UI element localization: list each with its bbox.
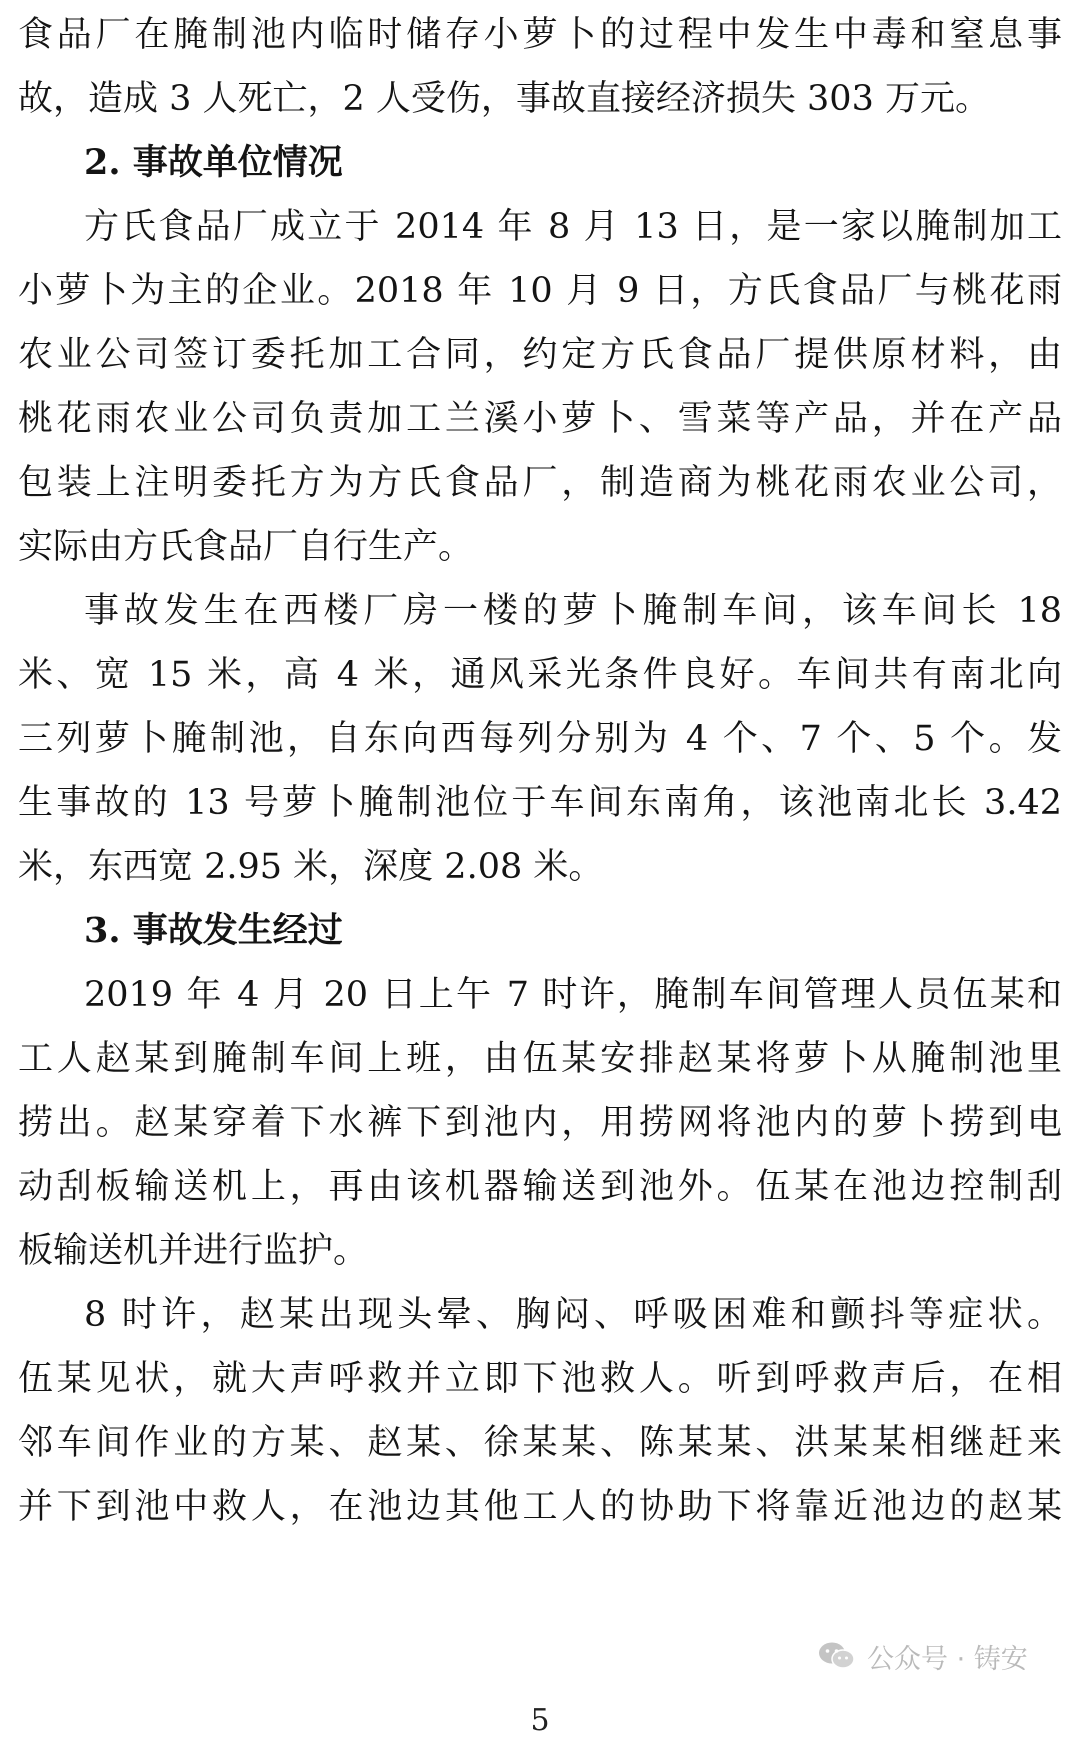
- text-line-7: 桃花雨农业公司负责加工兰溪小萝卜、雪菜等产品，并在产品: [18, 399, 1062, 439]
- text-line-10: 事故发生在西楼厂房一楼的萝卜腌制车间，该车间长 18: [84, 591, 1062, 631]
- text-line-24: 并下到池中救人，在池边其他工人的协助下将靠近池边的赵某: [18, 1487, 1062, 1527]
- text-line-1: 食品厂在腌制池内临时储存小萝卜的过程中发生中毒和窒息事: [18, 15, 1062, 55]
- text-line-17: 工人赵某到腌制车间上班，由伍某安排赵某将萝卜从腌制池里: [18, 1039, 1062, 1079]
- text-line-9: 实际由方氏食品厂自行生产。: [18, 527, 474, 567]
- text-line-21: 8 时许，赵某出现头晕、胸闷、呼吸困难和颤抖等症状。: [84, 1295, 1062, 1335]
- wechat-watermark: [817, 1634, 1028, 1678]
- text-line-14: 米，东西宽 2.95 米，深度 2.08 米。: [18, 847, 604, 887]
- section-heading-3: 3. 事故发生经过: [84, 910, 343, 951]
- wechat-icon: [817, 1641, 857, 1671]
- text-line-5: 小萝卜为主的企业。2018 年 10 月 9 日，方氏食品厂与桃花雨: [18, 271, 1062, 311]
- text-line-22: 伍某见状，就大声呼救并立即下池救人。听到呼救声后，在相: [18, 1359, 1062, 1399]
- text-line-23: 邻车间作业的方某、赵某、徐某某、陈某某、洪某某相继赶来: [18, 1423, 1062, 1463]
- text-line-16: 2019 年 4 月 20 日上午 7 时许，腌制车间管理人员伍某和: [84, 975, 1062, 1015]
- text-line-6: 农业公司签订委托加工合同，约定方氏食品厂提供原材料，由: [18, 335, 1062, 375]
- text-line-13: 生事故的 13 号萝卜腌制池位于车间东南角，该池南北长 3.42: [18, 783, 1062, 823]
- text-line-20: 板输送机并进行监护。: [18, 1231, 369, 1271]
- text-line-8: 包装上注明委托方为方氏食品厂，制造商为桃花雨农业公司，: [18, 463, 1062, 503]
- section-heading-2: 2. 事故单位情况: [84, 142, 343, 183]
- page-number: 5: [530, 1703, 550, 1738]
- text-line-4: 方氏食品厂成立于 2014 年 8 月 13 日，是一家以腌制加工: [84, 207, 1062, 247]
- text-line-2: 故，造成 3 人死亡，2 人受伤，事故直接经济损失 303 万元。: [18, 79, 990, 119]
- text-line-11: 米、宽 15 米，高 4 米，通风采光条件良好。车间共有南北向: [18, 655, 1062, 695]
- text-line-18: 捞出。赵某穿着下水裤下到池内，用捞网将池内的萝卜捞到电: [18, 1103, 1062, 1143]
- watermark-text: 公众号 · 铸安: [867, 1643, 1028, 1675]
- text-line-12: 三列萝卜腌制池，自东向西每列分别为 4 个、7 个、5 个。发: [18, 719, 1062, 759]
- text-line-19: 动刮板输送机上，再由该机器输送到池外。伍某在池边控制刮: [18, 1167, 1062, 1207]
